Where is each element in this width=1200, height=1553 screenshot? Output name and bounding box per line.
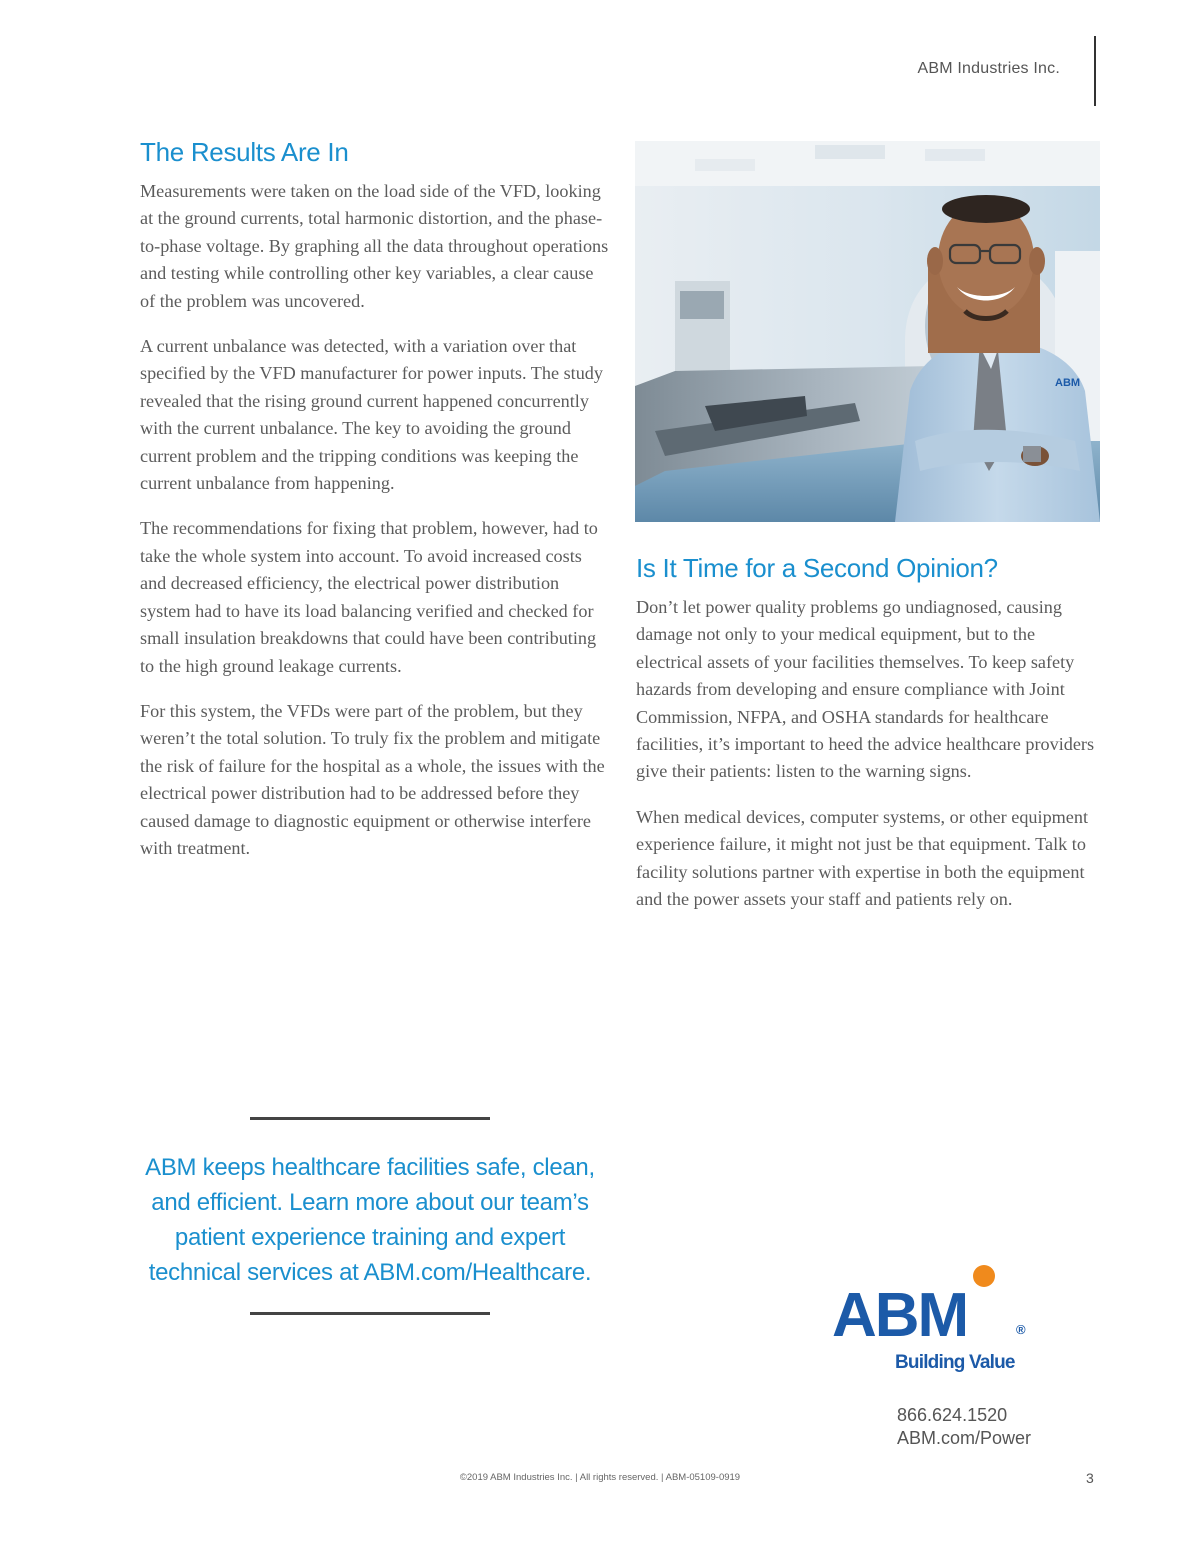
cta-bottom-rule: [250, 1312, 490, 1315]
results-heading: The Results Are In: [140, 137, 349, 167]
results-paragraph-4: For this system, the VFDs were part of the problem, but they weren’t the total solution. To truly fix the problem and mitigate the risk of failure for the hospital as a whole, the issues with the electrical power distribution had to be addressed before they caused damage to diagnostic equipment or otherwise interfere with treatment.: [140, 700, 605, 858]
technician-photo: [635, 141, 1100, 522]
contact-website[interactable]: ABM.com/Power: [897, 1428, 1032, 1448]
results-paragraph-3: The recommendations for fixing that problem, however, had to take the whole system into account. To avoid increased costs and decreased efficiency, the electrical power distribution system had to have its load balancing verified and checked for small insulation breakdowns that could have been contributing to the high ground leakage currents.: [140, 518, 598, 676]
cta-line-1: ABM keeps healthcare facilities safe, clean,: [145, 1154, 595, 1181]
shirt-logo: ABM: [1055, 377, 1081, 389]
header-divider: [1094, 36, 1096, 106]
cta-callout: [130, 1150, 610, 1290]
left-column: [140, 137, 610, 880]
logo-orange-dot: [973, 1265, 995, 1287]
logo-tagline: Building Value: [895, 1352, 1015, 1373]
right-column: [636, 553, 1101, 931]
cta-line-2: and efficient. Learn more about our team’s: [151, 1189, 589, 1216]
results-paragraph-1: Measurements were taken on the load side of the VFD, looking at the ground currents, total harmonic distortion, and the phase-to-phase voltage. By graphing all the data throughout operations and testing while controlling other key variables, a clear cause of the problem was uncovered.: [140, 181, 609, 311]
cta-line-4: technical services at ABM.com/Healthcare.: [148, 1259, 592, 1286]
abm-logo: [830, 1262, 1040, 1374]
contact-block: [897, 1404, 1031, 1450]
contact-phone: 866.624.1520: [897, 1405, 1008, 1425]
logo-registered-mark: ®: [1016, 1322, 1026, 1337]
header-company-name: ABM Industries Inc.: [917, 60, 1060, 77]
logo-wordmark: ABM: [832, 1281, 968, 1350]
page-number: 3: [1086, 1470, 1094, 1486]
second-opinion-paragraph-2: When medical devices, computer systems, or other equipment experience failure, it might not just be that equipment. Talk to facility solutions partner with expertise in both the equipment and the power assets your staff and patients rely on.: [636, 806, 1089, 910]
results-paragraph-2: A current unbalance was detected, with a variation over that specified by the VFD manufacturer for power inputs. The study revealed that the rising ground current happened concurrently with the current unbalance. The key to avoiding the ground current problem and the tripping conditions was keeping the current unbalance from happening.: [140, 336, 603, 494]
second-opinion-paragraph-1: Don’t let power quality problems go undiagnosed, causing damage not only to your medical equipment, but to the electrical assets of your facilities themselves. To keep safety hazards from developing and ensure compliance with Joint Commission, NFPA, and OSHA standards for healthcare facilities, it’s important to heed the advice healthcare providers give their patients: listen to the warning signs.: [636, 597, 1095, 782]
footer-copyright: ©2019 ABM Industries Inc. | All rights reserved. | ABM-05109-0919: [459, 1472, 741, 1483]
second-opinion-heading: Is It Time for a Second Opinion?: [636, 553, 998, 583]
cta-line-3: patient experience training and expert: [174, 1224, 566, 1251]
cta-top-rule: [250, 1117, 490, 1120]
